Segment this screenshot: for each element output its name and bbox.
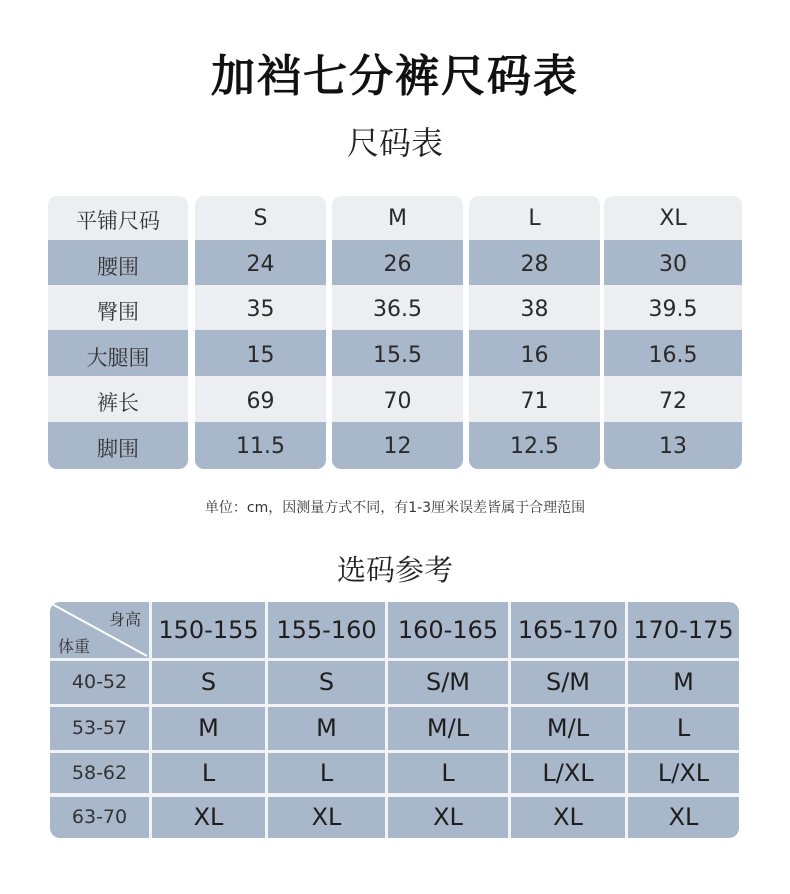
size-value: 26 xyxy=(383,252,412,277)
size-column-xl xyxy=(604,196,742,469)
size-value: 16.5 xyxy=(648,343,698,368)
size-value: 16 xyxy=(520,343,549,368)
size-recommendation: L xyxy=(152,753,265,793)
weight-cell: 40-52 xyxy=(50,661,149,704)
size-selection-table xyxy=(50,602,739,838)
size-value: 35 xyxy=(246,297,275,322)
size-recommendation: L/XL xyxy=(511,753,625,793)
weight-cell: 63-70 xyxy=(50,797,149,838)
size-value: 11.5 xyxy=(236,434,285,459)
measurement-note: 单位：cm，因测量方式不同，有1-3厘米误差皆属于合理范围 xyxy=(204,500,586,516)
height-weight-corner xyxy=(50,602,149,658)
size-column-s xyxy=(195,196,326,469)
height-header: 165-170 xyxy=(511,602,625,658)
row-label-hip: 臀围 xyxy=(97,300,139,324)
size-recommendation: L xyxy=(628,707,739,750)
size-value: 38 xyxy=(520,297,549,322)
weight-label: 体重 xyxy=(58,637,91,656)
size-header: XL xyxy=(659,206,687,231)
size-recommendation: L xyxy=(388,753,508,793)
corner-label: 平铺尺码 xyxy=(76,209,160,233)
size-recommendation: S/M xyxy=(388,661,508,704)
size-value: 72 xyxy=(659,389,687,414)
size-recommendation: M/L xyxy=(511,707,625,750)
weight-cell: 58-62 xyxy=(50,753,149,793)
size-value: 12.5 xyxy=(510,434,559,459)
size-recommendation: L/XL xyxy=(628,753,739,793)
size-recommendation: S xyxy=(268,661,385,704)
size-recommendation: XL xyxy=(152,797,265,838)
size-recommendation: L xyxy=(268,753,385,793)
size-value: 28 xyxy=(520,252,549,277)
size-header: L xyxy=(528,206,541,231)
size-value: 71 xyxy=(520,389,549,414)
size-column-m xyxy=(332,196,463,469)
row-label-hem: 脚围 xyxy=(97,437,139,461)
row-label-length: 裤长 xyxy=(97,391,139,415)
size-recommendation: XL xyxy=(628,797,739,838)
size-recommendation: M/L xyxy=(388,707,508,750)
size-value: 24 xyxy=(246,252,275,277)
size-recommendation: M xyxy=(628,661,739,704)
size-value: 13 xyxy=(659,434,687,459)
size-recommendation: XL xyxy=(511,797,625,838)
size-column-l xyxy=(469,196,600,469)
weight-cell: 53-57 xyxy=(50,707,149,750)
size-value: 30 xyxy=(659,252,687,277)
size-recommendation: S/M xyxy=(511,661,625,704)
size-recommendation: M xyxy=(268,707,385,750)
size-recommendation: XL xyxy=(268,797,385,838)
size-header: M xyxy=(388,206,407,231)
size-recommendation: XL xyxy=(388,797,508,838)
size-header: S xyxy=(253,206,268,231)
height-header: 150-155 xyxy=(152,602,265,658)
size-value: 15 xyxy=(246,343,275,368)
row-label-column xyxy=(48,196,188,469)
row-label-waist: 腰围 xyxy=(97,255,139,279)
size-recommendation: S xyxy=(152,661,265,704)
height-header: 155-160 xyxy=(268,602,385,658)
size-value: 69 xyxy=(246,389,275,414)
size-value: 70 xyxy=(383,389,412,414)
height-header: 170-175 xyxy=(628,602,739,658)
size-chart-heading: 尺码表 xyxy=(346,124,443,162)
page-title: 加裆七分裤尺码表 xyxy=(211,51,579,102)
selection-heading: 选码参考 xyxy=(336,553,453,587)
height-label: 身高 xyxy=(108,610,141,629)
size-chart-table xyxy=(48,196,742,469)
size-value: 15.5 xyxy=(373,343,422,368)
size-value: 39.5 xyxy=(648,297,698,322)
height-header: 160-165 xyxy=(388,602,508,658)
size-value: 12 xyxy=(383,434,412,459)
row-label-thigh: 大腿围 xyxy=(86,346,150,370)
size-recommendation: M xyxy=(152,707,265,750)
size-value: 36.5 xyxy=(373,297,422,322)
